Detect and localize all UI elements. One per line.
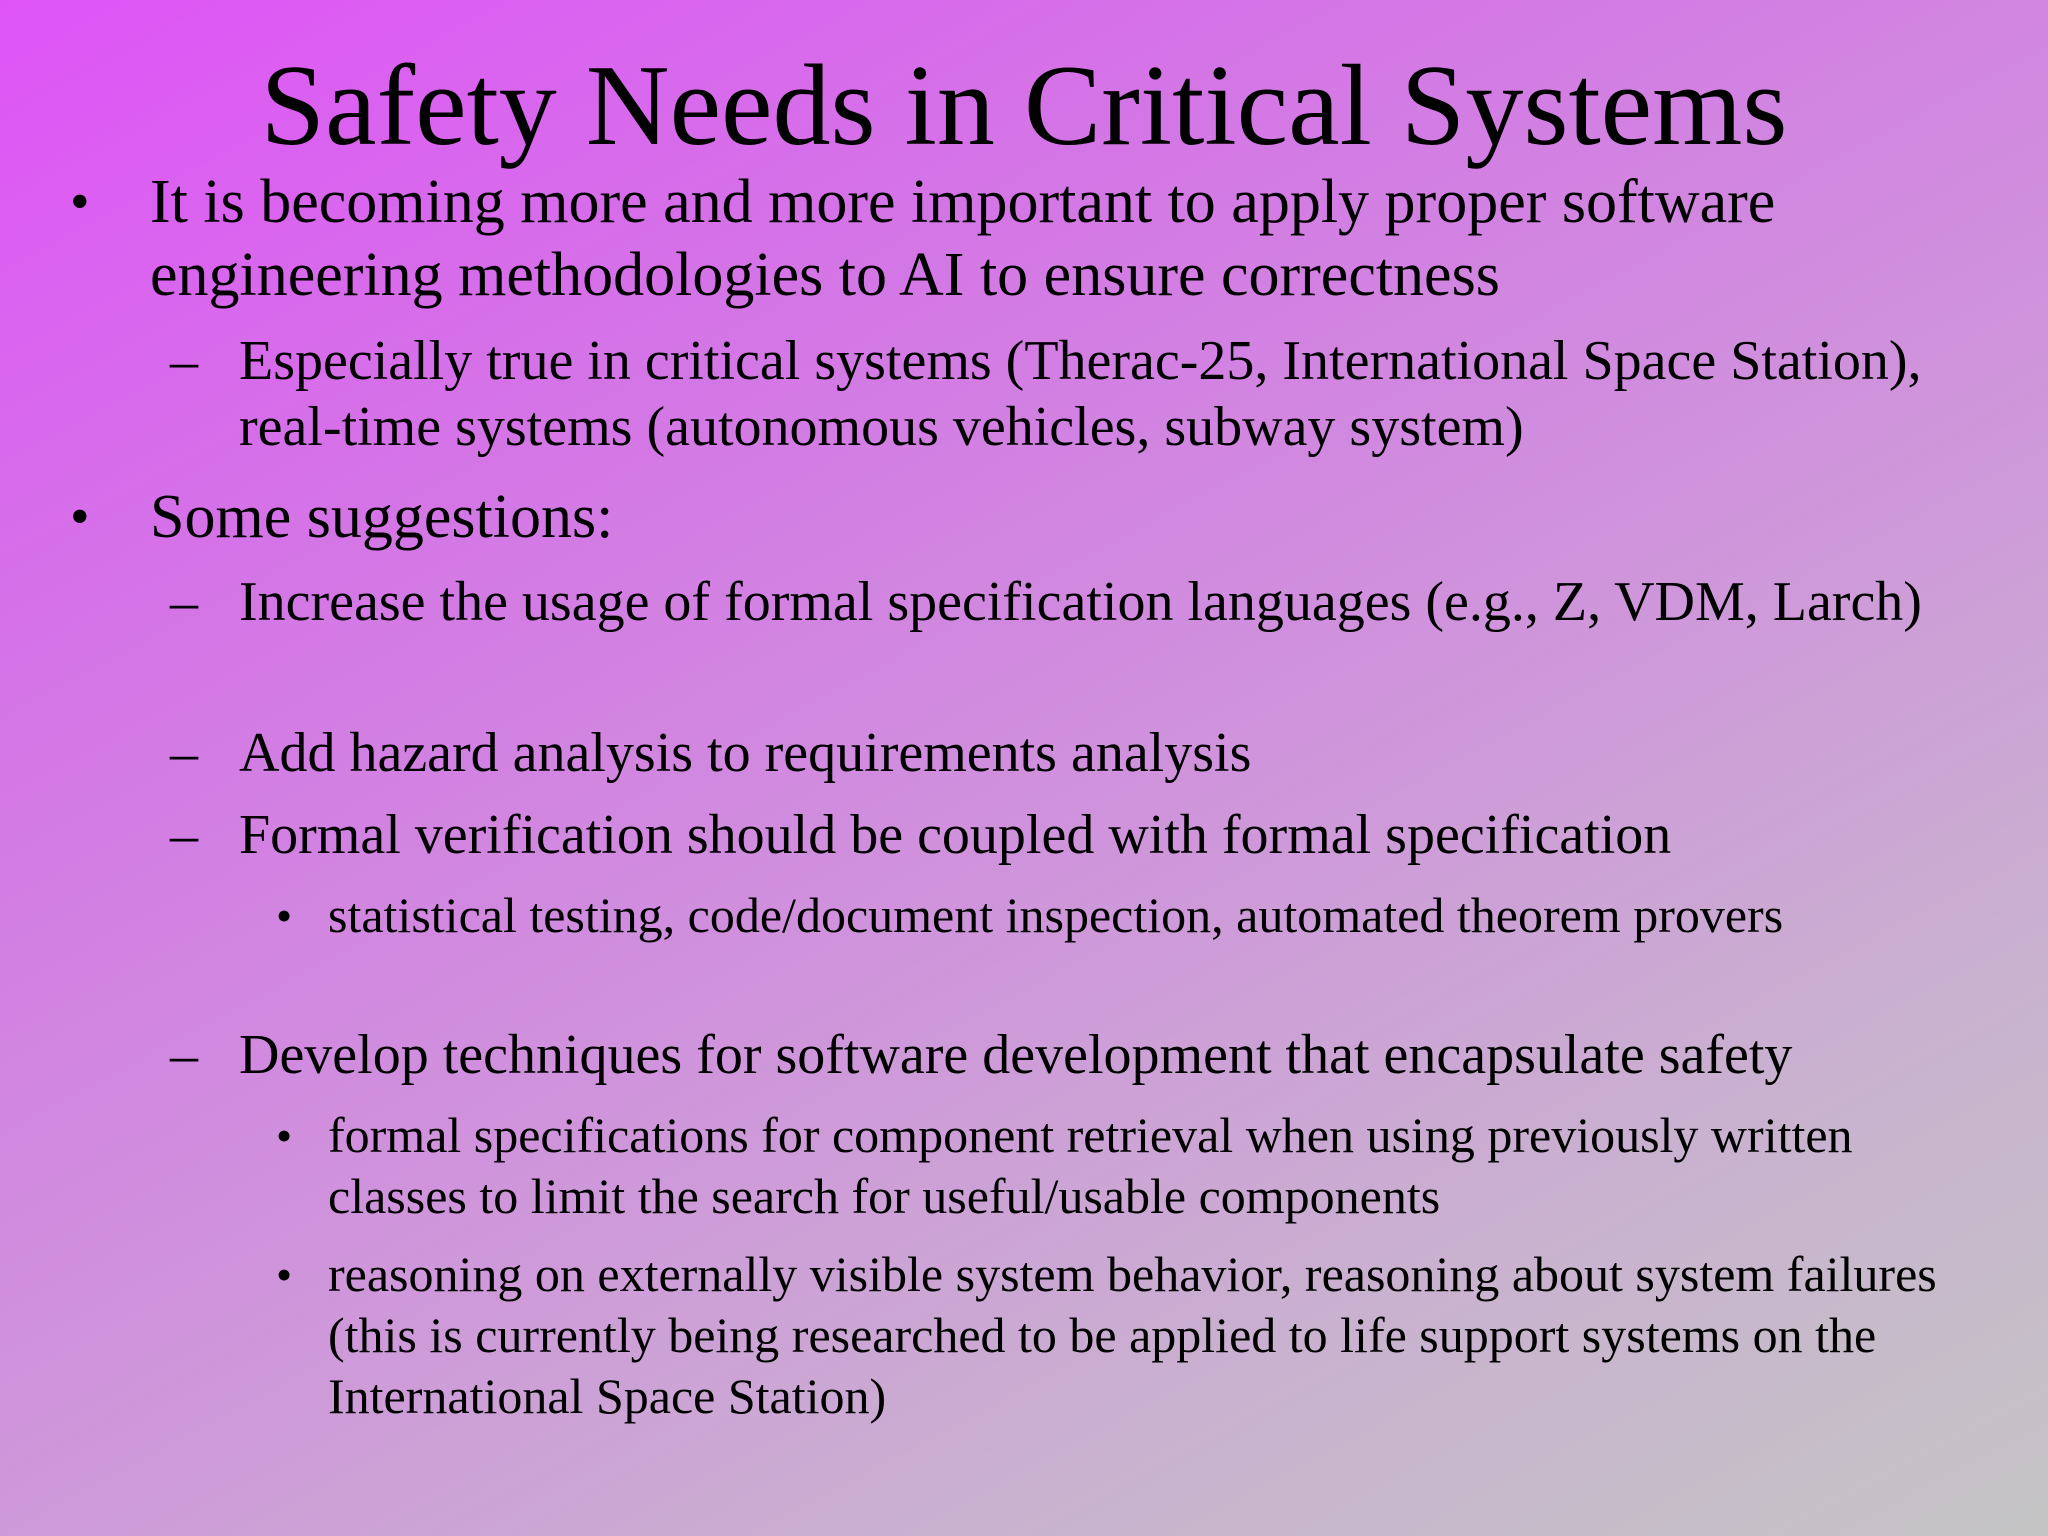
dash-marker: – bbox=[170, 722, 198, 784]
dash-marker: – bbox=[170, 804, 198, 866]
sub-sub-bullet-item bbox=[276, 1244, 1976, 1427]
bullet-text: Some suggestions: bbox=[150, 483, 614, 551]
sub-bullet-item bbox=[170, 720, 1990, 786]
bullet-item bbox=[70, 166, 1970, 312]
slide-title: Safety Needs in Critical Systems bbox=[260, 42, 1788, 170]
sub-sub-bullet-item bbox=[276, 885, 1976, 946]
sub-bullet-text: Formal verification should be coupled with formal specification bbox=[239, 804, 1672, 866]
sub-sub-bullet-text: reasoning on externally visible system behavior, reasoning about system failures (this is currently being researched to be applied to life support systems on the International Space Station) bbox=[328, 1246, 1937, 1424]
bullet-text: It is becoming more and more important to apply proper software engineering methodologies to AI to ensure correctness bbox=[150, 168, 1776, 309]
sub-bullet-item bbox=[170, 1022, 1990, 1088]
bullet-marker: • bbox=[276, 890, 293, 941]
sub-bullet-text: Increase the usage of formal specification languages (e.g., Z, VDM, Larch) bbox=[239, 571, 1922, 633]
dash-marker: – bbox=[170, 330, 198, 392]
sub-bullet-item bbox=[170, 328, 1990, 460]
bullet-marker: • bbox=[70, 171, 90, 233]
dash-marker: – bbox=[170, 1024, 198, 1086]
sub-bullet-text: Especially true in critical systems (Therac-25, International Space Station), real-time systems (autonomous vehicles, subway system) bbox=[239, 330, 1922, 458]
sub-bullet-item bbox=[170, 802, 1990, 868]
bullet-marker: • bbox=[276, 1110, 293, 1161]
sub-bullet-text: Develop techniques for software development that encapsulate safety bbox=[239, 1024, 1793, 1086]
sub-bullet-text: Add hazard analysis to requirements analysis bbox=[239, 722, 1252, 784]
sub-sub-bullet-item bbox=[276, 1105, 1976, 1227]
bullet-item bbox=[70, 481, 1970, 554]
sub-bullet-item bbox=[170, 569, 1990, 635]
sub-sub-bullet-text: formal specifications for component retrieval when using previously written classes to limit the search for useful/usable components bbox=[328, 1107, 1853, 1224]
bullet-marker: • bbox=[276, 1249, 293, 1300]
sub-sub-bullet-text: statistical testing, code/document inspection, automated theorem provers bbox=[328, 887, 1784, 943]
dash-marker: – bbox=[170, 571, 198, 633]
bullet-marker: • bbox=[70, 486, 90, 548]
